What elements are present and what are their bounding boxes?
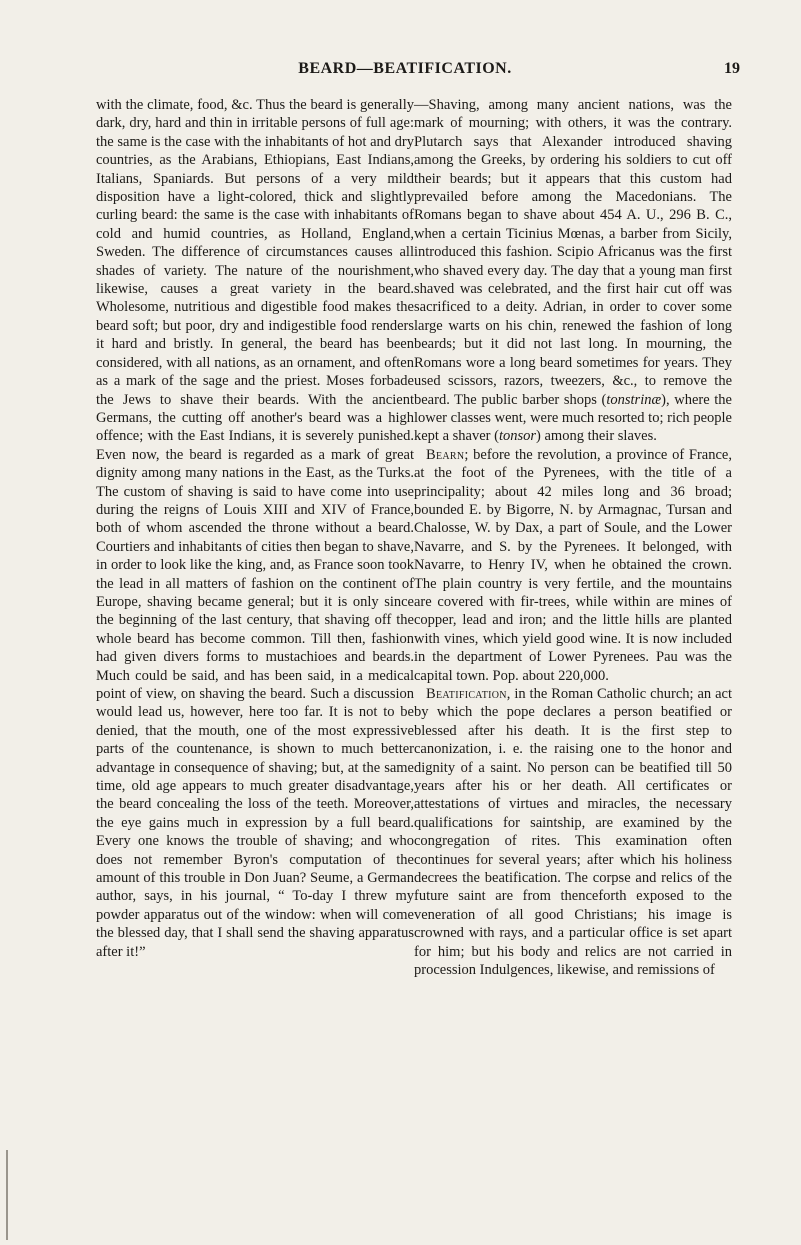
right-column xyxy=(414,96,732,980)
margin-mark xyxy=(6,1150,8,1240)
beatification-headword: Beatification xyxy=(426,686,507,702)
bearn-text: ; before the revolution, a province of France, at the foot of the Pyrenees, with the title of a principality; about 42 miles long and 36 broad; bounded E. by Bigorre, N. by Armagnac, Tursan and Chalosse, W. by Dax, a part of Soule, and the Lower Navarre, and S. by the Pyrenees. It belonged, with Navarre, to Henry IV, when he obtained the crown. The plain country is very fertile, and the mountains are covered with fir-trees, while within are mines of copper, lead and iron; and the little hills are planted with vines, which yield good wine. It is now included in the department of Lower Pyrenees. Pau was the capital town. Pop. about 220,000. xyxy=(414,446,732,684)
shaving-text-c: ) among their slaves. xyxy=(536,428,657,445)
shaving-paragraph xyxy=(414,96,732,446)
beatification-text: , in the Roman Catholic church; an act by which the pope declares a person beatified or blessed after his death. It is the first step to canonization, i. e. the raising one to the honor and dignity of a saint. No person can be beatified till 50 years after his or her death. All certificates or attestations of virtues and miracles, the necessary qualifications for saintship, are examined by the congregation of rites. This examination often continues for several years; after which his holiness decrees the beatification. The corpse and relics of the future saint are from thenceforth exposed to the veneration of all good Christians; his image is crowned with rays, and a particular office is set apart for him; but his body and relics are not carried in procession Indulgences, likewise, and remissions of xyxy=(414,686,732,979)
tonsor-term: tonsor xyxy=(498,428,537,445)
beard-paragraph: with the climate, food, &c. Thus the beard is generally dark, dry, hard and thin in irritable persons of full age: the same is the case with the inhabitants of hot and dry countries, as the Arabians, Ethiopians, East Indians, Italians, Spaniards. But persons of a very mild disposition have a light-colored, thick and slightly curling beard: the same is the case with inhabitants of cold and humid countries, as Holland, England, Sweden. The difference of circumstances causes all shades of variety. The nature of the nourishment, likewise, causes a great variety in the beard. Wholesome, nutritious and digestible food makes the beard soft; but poor, dry and indigestible food renders it hard and bristly. In general, the beard has been considered, with all nations, as an ornament, and often as a mark of the sage and the priest. Moses forbade the Jews to shave their beards. With the ancient Germans, the cutting off another's beard was a high offence; with the East Indians, it is severely punished. Even now, the beard is regarded as a mark of great dignity among many nations in the East, as the Turks. The custom of shaving is said to have come into use during the reigns of Louis XIII and XIV of France, both of whom ascended the throne without a beard. Courtiers and inhabitants of cities then began to shave, in order to look like the king, and, as France soon took the lead in all matters of fashion on the continent of Europe, shaving became general; but it is only since the beginning of the last century, that shaving off the whole beard has become common. Till then, fashion had given divers forms to mustachioes and beards. Much could be said, and has been said, in a medical point of view, on shaving the beard. Such a discussion would lead us, however, here too far. It is not to be denied, that the mouth, one of the most expressive parts of the countenance, is shown to much better advantage in consequence of shaving; but, at the same time, old age appears to much greater disadvantage, the beard concealing the loss of the teeth. Moreover, the eye gains much in expression by a full beard. Every one knows the trouble of shaving; and who does not remember Byron's computation of the amount of this trouble in Don Juan? Seume, a German author, says, in his journal, “ To-day I threw my powder apparatus out of the window: when will come the blessed day, that I shall send the shaving apparatus after it!” xyxy=(96,97,414,960)
beatification-entry xyxy=(414,685,732,980)
shaving-text-b: ), where the lower classes went, were much resorted to; rich people kept a shaver ( xyxy=(414,391,732,445)
shaving-text-a: —Shaving, among many ancient nations, was the mark of mourning; with others, it was the contrary. Plutarch says that Alexander introduced shaving among the Greeks, by ordering his soldiers to cut off their beards; but it appears that this custom had prevailed before among the Macedonians. The Romans began to shave about 454 A. U., 296 B. C., when a certain Ticinius Mœnas, a barber from Sicily, introduced this fashion. Scipio Africanus was the first who shaved every day. The day that a young man first shaved was celebrated, and the first hair cut off was sacrificed to a deity. Adrian, in order to cover some large warts on his chin, renewed the fashion of long beards; but it did not last long. In mourning, the Romans wore a long beard sometimes for years. They used scissors, razors, tweezers, &c., to remove the beard. The public barber shops ( xyxy=(414,97,732,408)
page-header xyxy=(70,60,740,84)
left-column xyxy=(96,96,414,961)
tonstrinae-term: tonstrinæ xyxy=(606,391,662,408)
running-head: BEARD—BEATIFICATION. xyxy=(298,60,512,77)
bearn-headword: Bearn xyxy=(426,446,465,463)
bearn-entry xyxy=(414,446,732,685)
page-number: 19 xyxy=(724,60,740,77)
